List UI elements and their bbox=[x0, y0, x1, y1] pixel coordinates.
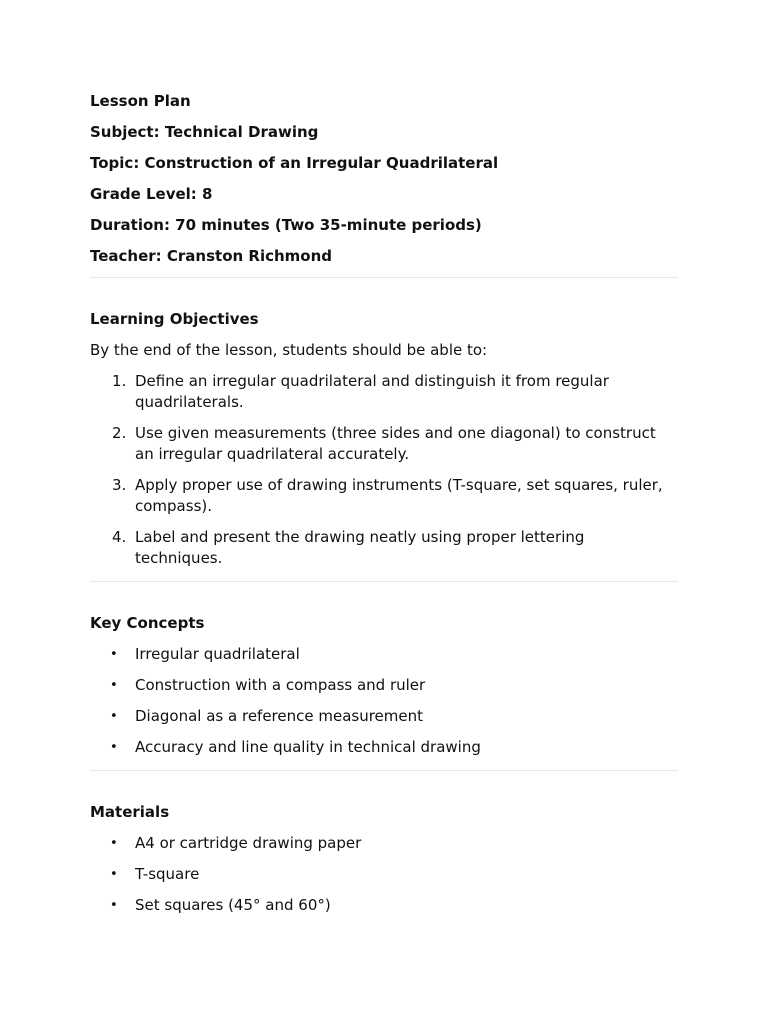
item-number: 3. bbox=[112, 476, 127, 494]
bullet-icon: • bbox=[110, 678, 118, 693]
item-text-cont: techniques. bbox=[135, 549, 223, 567]
item-number: 1. bbox=[112, 372, 127, 390]
item-text: Irregular quadrilateral bbox=[135, 645, 300, 663]
subject-line: Subject: Technical Drawing bbox=[90, 123, 319, 141]
item-text: Diagonal as a reference measurement bbox=[135, 707, 424, 725]
item-text-cont: an irregular quadrilateral accurately. bbox=[135, 445, 410, 463]
item-number: 4. bbox=[112, 528, 127, 546]
bullet-icon: • bbox=[110, 898, 118, 913]
topic-line: Topic: Construction of an Irregular Quadrilateral bbox=[90, 154, 499, 172]
teacher-line: Teacher: Cranston Richmond bbox=[90, 247, 333, 265]
item-text: Accuracy and line quality in technical drawing bbox=[135, 738, 481, 756]
section-divider bbox=[90, 581, 678, 582]
list-item bbox=[90, 895, 678, 916]
item-text: T-square bbox=[135, 865, 200, 883]
bullet-icon: • bbox=[110, 647, 118, 662]
materials-list bbox=[90, 833, 678, 916]
bullet-icon: • bbox=[110, 709, 118, 724]
section-divider bbox=[90, 770, 678, 771]
doc-title: Lesson Plan bbox=[90, 92, 191, 110]
list-item bbox=[90, 864, 678, 885]
section-divider bbox=[90, 277, 678, 278]
materials-heading: Materials bbox=[90, 803, 170, 821]
item-text: Use given measurements (three sides and one diagonal) to construct bbox=[135, 424, 656, 442]
objectives-intro: By the end of the lesson, students should be able to: bbox=[90, 341, 488, 359]
objectives-heading: Learning Objectives bbox=[90, 310, 259, 328]
concepts-list bbox=[90, 644, 678, 758]
list-item bbox=[90, 644, 678, 665]
list-item bbox=[90, 423, 678, 465]
list-item bbox=[90, 675, 678, 696]
bullet-icon: • bbox=[110, 836, 118, 851]
grade-line: Grade Level: 8 bbox=[90, 185, 213, 203]
item-text: Define an irregular quadrilateral and distinguish it from regular bbox=[135, 372, 609, 390]
item-text: Apply proper use of drawing instruments (T-square, set squares, ruler, bbox=[135, 476, 663, 494]
item-number: 2. bbox=[112, 424, 127, 442]
item-text: Construction with a compass and ruler bbox=[135, 676, 426, 694]
list-item bbox=[90, 833, 678, 854]
item-text: Set squares (45° and 60°) bbox=[135, 896, 331, 914]
item-text-cont: quadrilaterals. bbox=[135, 393, 244, 411]
objectives-list bbox=[90, 371, 678, 569]
list-item bbox=[90, 371, 678, 413]
bullet-icon: • bbox=[110, 740, 118, 755]
list-item bbox=[90, 706, 678, 727]
duration-line: Duration: 70 minutes (Two 35-minute periods) bbox=[90, 216, 482, 234]
list-item bbox=[90, 737, 678, 758]
item-text-cont: compass). bbox=[135, 497, 212, 515]
item-text: A4 or cartridge drawing paper bbox=[135, 834, 362, 852]
item-text: Label and present the drawing neatly using proper lettering bbox=[135, 528, 585, 546]
concepts-heading: Key Concepts bbox=[90, 614, 205, 632]
list-item bbox=[90, 527, 678, 569]
list-item bbox=[90, 475, 678, 517]
bullet-icon: • bbox=[110, 867, 118, 882]
